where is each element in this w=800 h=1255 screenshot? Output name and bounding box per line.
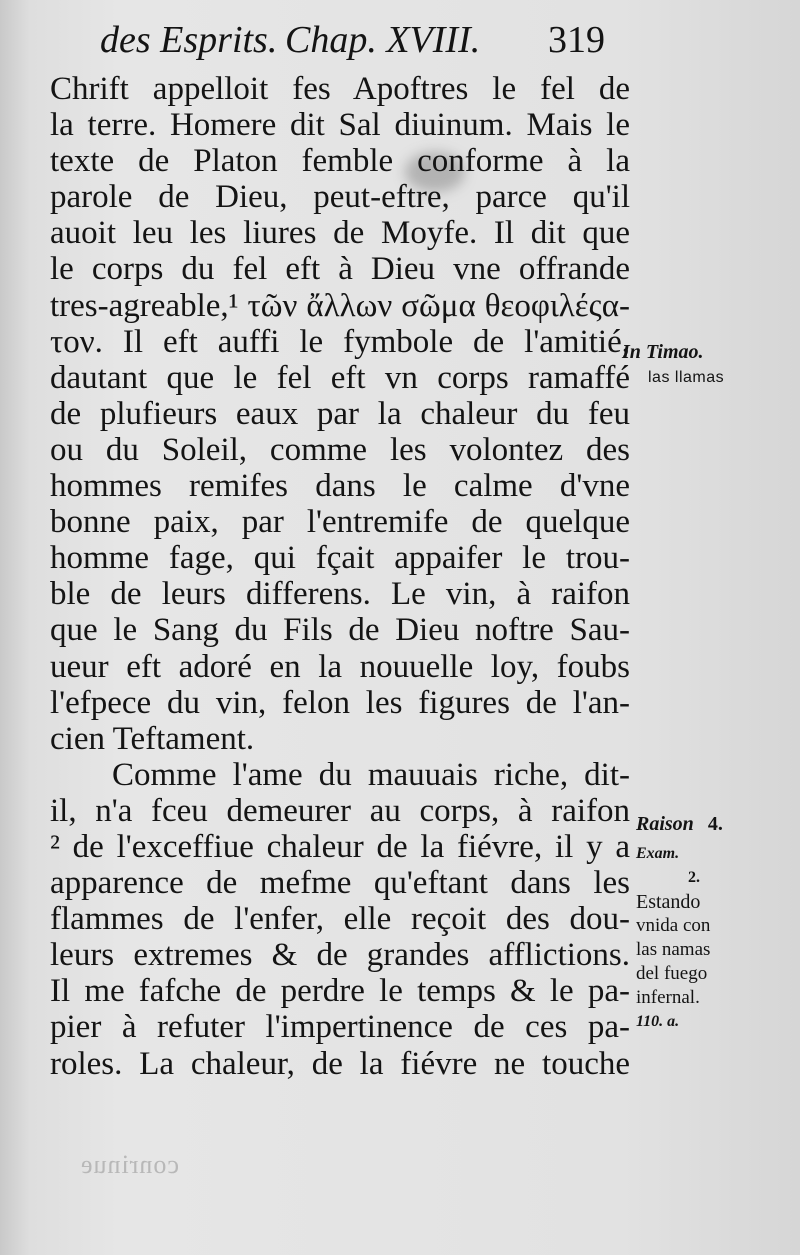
margin-note-line: las namas — [636, 939, 711, 960]
text-line: flammes de l'enfer, elle reçoit des dou- — [50, 901, 630, 938]
header-chapter: Chap. XVIII. — [285, 19, 481, 61]
text-line: hommes remifes dans le calme d'vne — [50, 468, 630, 505]
margin-note-raison-label: Raison — [636, 813, 694, 835]
page-number: 319 — [548, 19, 605, 61]
header-title: des Esprits. — [100, 19, 278, 61]
margin-note-line: infernal. — [636, 987, 700, 1008]
text-line: auoit leu les liures de Moyfe. Il dit que — [50, 215, 630, 252]
body-text — [50, 71, 630, 1082]
margin-note-exam: Exam. — [636, 845, 680, 862]
text-line: apparence de mefme qu'eftant dans les — [50, 865, 630, 902]
margin-note-line: del fuego — [636, 963, 708, 984]
text-line: ble de leurs differens. Le vin, à raifon — [50, 576, 630, 613]
text-line: ou du Soleil, comme les volontez des — [50, 431, 630, 468]
text-line: pier à refuter l'impertinence de ces pa- — [50, 1009, 630, 1046]
margin-note-raison-number: 4. — [707, 813, 723, 835]
text-line: parole de Dieu, peut-eftre, parce qu'il — [50, 179, 630, 216]
text-line: de plufieurs eaux par la chaleur du feu — [50, 395, 630, 432]
margin-note-number: 2. — [688, 869, 700, 886]
text-line: l'efpece du vin, felon les figures de l'an- — [50, 684, 630, 721]
margin-note-reference: In Timao. — [622, 341, 704, 363]
text-line: la terre. Homere dit Sal diuinum. Mais le — [50, 107, 630, 144]
text-line: Comme l'ame du mauuais riche, dit- — [112, 756, 630, 793]
margin-note-spanish — [636, 866, 710, 1034]
bleed-through-text: conrinue — [80, 1150, 179, 1179]
text-line: roles. La chaleur, de la fiévre ne touche — [50, 1045, 630, 1082]
text-line: il, n'a fceu demeurer au corps, à raifon — [50, 792, 630, 829]
margin-note-line: Estando — [636, 891, 701, 913]
text-line: ² de l'exceffiue chaleur de la fiévre, il y a — [50, 828, 630, 865]
text-line: leurs extremes & de grandes afflictions. — [50, 937, 630, 974]
text-line: dautant que le fel eft vn corps ramaffé — [50, 359, 630, 396]
text-line: homme fage, qui fçait appaifer le trou- — [50, 540, 630, 577]
margin-note-raison — [636, 812, 723, 836]
text-line: Il me fafche de perdre le temps & le pa- — [50, 973, 630, 1010]
text-line: bonne paix, par l'entremife de quelque — [50, 504, 630, 541]
text-line: ueur eft adoré en la nouuelle loy, foubs — [50, 648, 630, 685]
margin-note-line: vnida con — [636, 915, 711, 936]
running-header — [100, 18, 620, 68]
text-line: que le Sang du Fils de Dieu noftre Sau- — [50, 612, 630, 649]
margin-note-folio-ref: 110. a. — [636, 1013, 680, 1030]
text-line: le corps du fel eft à Dieu vne offrande — [50, 251, 630, 288]
text-line: τον. Il eft auffi le fymbole de l'amitié, — [50, 323, 630, 360]
text-line: tres-agreable,¹ τῶν ἄλλων σῶμα θεοφιλέςα- — [50, 287, 630, 324]
margin-note-handwritten: las llamas — [648, 369, 725, 386]
text-line: cien Teftament. — [50, 720, 255, 757]
text-line: texte de Platon femble conforme à la — [50, 143, 630, 180]
text-line: Chrift appelloit fes Apoftres le fel de — [50, 71, 630, 107]
